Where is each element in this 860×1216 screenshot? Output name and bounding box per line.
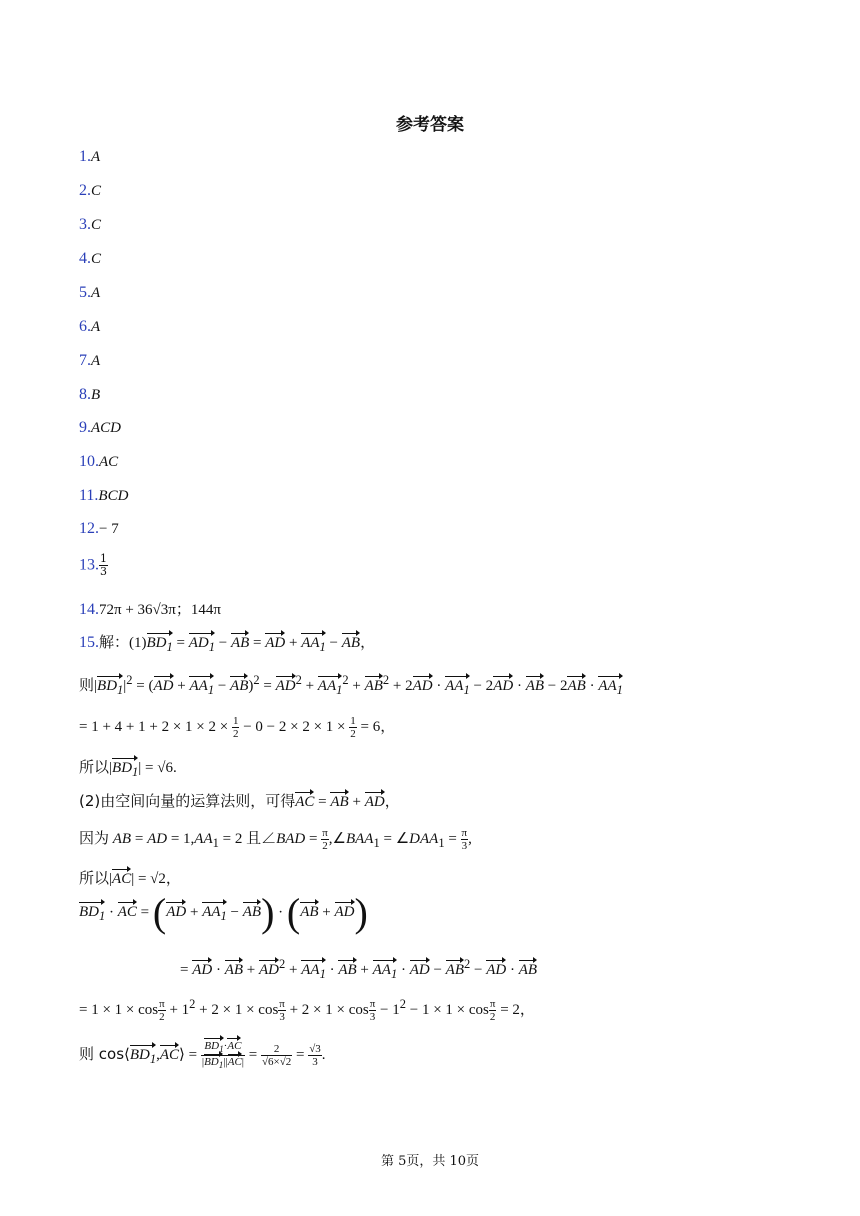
solution-line: 15.解：$(1)BD_1 = AD_1$ − AB = AD + $AA_1$ − AB，	[79, 633, 376, 654]
solution-line: 则 $\cos⟨BD_1,AC⟩$ = $\frac{BD_1\cdot AC}{|BD_1||AC|}$ = $\frac{2}{√6\times√2}$ = $\frac{√3}{3}$ .	[79, 1040, 326, 1071]
answer-item: 8.B	[79, 386, 101, 403]
solution-line: 所以|AC| = √2，	[79, 869, 181, 887]
solution-line: $BD_1$ · AC = $(AD + AA_1 - AB) \cdot (AB + AD)$	[79, 890, 368, 935]
solution-line: 因为 AB = AD = $1,AA_1 = 2$ 且∠BAD = $\frac{\pi}{2}$ $,\angle BAA_1$ = $\angle DAA_1$ = $\frac{\pi}{3}$ ,	[79, 827, 472, 853]
answer-item: 14.72π + 36√3π；144π	[79, 601, 221, 618]
answer-item: 10.AC	[79, 453, 119, 470]
answer-item: 9.ACD	[79, 419, 121, 436]
solution-line: = 1 + 4 + 1 + 2 × 1 × 2 × $\frac{1}{2}$ − 0 − 2 × 2 × 1 × $\frac{1}{2}$ = 6，	[79, 715, 396, 741]
solution-line: 所以$|BD_1| = √6$.	[79, 758, 177, 779]
page-title: 参考答案	[396, 115, 464, 135]
answer-item: 11.BCD	[79, 487, 129, 504]
answer-item: 13. $\frac{1}{3}$	[79, 552, 107, 578]
answer-item: 1.A	[79, 148, 101, 165]
answer-item: 6.A	[79, 318, 101, 335]
answer-item: 5.A	[79, 284, 101, 301]
answer-item: 4.C	[79, 250, 102, 267]
answer-item: 3.C	[79, 216, 102, 233]
solution-line: = AD · AB + $AD^2 + AA_1$ · AB + $AA_1$ · AD − $AB^2$ − AD · AB	[180, 957, 538, 981]
page-footer: 第 5页，共 10页	[380, 1154, 480, 1169]
solution-line: (2)由空间向量的运算法则，可得AC = AB + AD，	[79, 792, 400, 810]
solution-line: = 1 × 1 × cos $\frac{\pi}{2}$ + $1^2 + 2 \times 1 \times \cos$ $\frac{\pi}{3}$ + 2 × 1 × cos $\frac{\pi}{3}$ − $1^2 - 1 \times 1 \times \cos$ $\frac{\pi}{2}$ = 2，	[79, 997, 535, 1024]
answer-item: 7.A	[79, 352, 101, 369]
answer-item: 12.− 7	[79, 520, 119, 537]
solution-line: 则$|BD_1|^2 = (AD + AA_1 - AB)^2 = AD^2 + AA_1^2 + AB^2 + 2AD \cdot AA_1 - 2AD$ · AB − $2AB \cdot AA_1$	[79, 673, 623, 697]
answer-item: 2.C	[79, 182, 102, 199]
